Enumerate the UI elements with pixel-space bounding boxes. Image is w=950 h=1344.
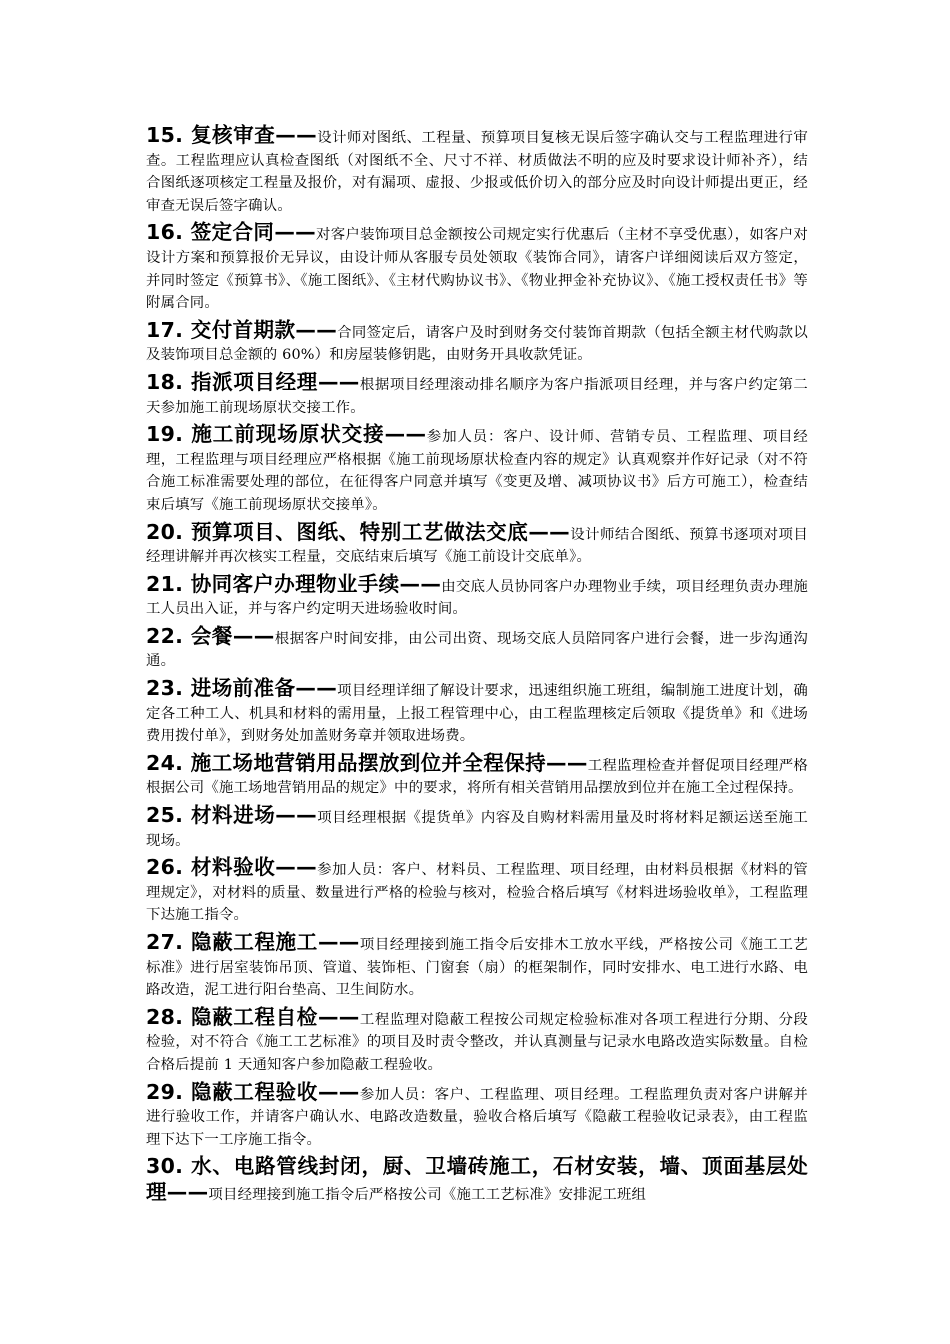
step-body: 参加人员：客户、设计师、营销专员、工程监理、项目经理，工程监理与项目经理应严格根据《施工前现场原状检查内容的规定》认真观察并作好记录（对不符合施工标准需要处理的部位，在征得客户同意并填写《变更及增、减项协议书》后方可施工），检查结束后填写《施工前现场原状交接单》。 xyxy=(146,429,808,513)
step-26 xyxy=(146,854,808,927)
step-heading: 29. 隐蔽工程验收—— xyxy=(146,1079,360,1104)
step-29 xyxy=(146,1079,808,1152)
step-20 xyxy=(146,519,808,569)
document-page xyxy=(146,122,808,1209)
step-body: 参加人员：客户、工程监理、项目经理。工程监理负责对客户讲解并进行验收工作，并请客户确认水、电路改造数量，验收合格后填写《隐蔽工程验收记录表》，由工程监理下达下一工序施工指令。 xyxy=(146,1086,808,1148)
step-body: 合同签定后，请客户及时到财务交付装饰首期款（包括全额主材代购款以及装饰项目总金额的 60%）和房屋装修钥匙，由财务开具收款凭证。 xyxy=(146,324,808,364)
step-heading: 23. 进场前准备—— xyxy=(146,676,338,701)
step-body: 根据客户时间安排，由公司出资、现场交底人员陪同客户进行会餐，进一步沟通沟通。 xyxy=(146,630,809,670)
step-heading: 16. 签定合同—— xyxy=(146,220,316,245)
step-18 xyxy=(146,369,808,419)
step-16 xyxy=(146,219,808,314)
step-heading: 26. 材料验收—— xyxy=(146,855,317,880)
step-heading: 28. 隐蔽工程自检—— xyxy=(146,1004,360,1029)
step-heading: 20. 预算项目、图纸、特别工艺做法交底—— xyxy=(146,519,570,544)
step-heading: 27. 隐蔽工程施工—— xyxy=(146,930,360,954)
step-15 xyxy=(146,122,808,217)
step-body: 工程监理检查并督促项目经理严格根据公司《施工场地营销用品的规定》中的要求，将所有相关营销用品摆放到位并在施工全过程保持。 xyxy=(146,757,808,797)
step-heading: 25. 材料进场—— xyxy=(146,803,317,828)
step-body: 根据项目经理滚动排名顺序为客户指派项目经理，并与客户约定第二天参加施工前现场原状交接工作。 xyxy=(146,376,808,416)
step-body: 设计师结合图纸、预算书逐项对项目经理讲解并再次核实工程量，交底结束后填写《施工前设计交底单》。 xyxy=(146,526,808,566)
step-body: 参加人员：客户、材料员、工程监理、项目经理，由材料员根据《材料的管理规定》，对材料的质量、数量进行严格的检验与核对，检验合格后填写《材料进场验收单》，工程监理下达施工指令。 xyxy=(146,862,808,924)
step-30 xyxy=(146,1153,808,1207)
step-17 xyxy=(146,317,808,367)
step-body: 项目经理根据《提货单》内容及自购材料需用量及时将材料足额运送至施工现场。 xyxy=(146,810,808,849)
step-body: 由交底人员协同客户办理物业手续，项目经理负责办理施工人员出入证，并与客户约定明天进场验收时间。 xyxy=(146,578,808,618)
step-body: 设计师对图纸、工程量、预算项目复核无误后签字确认交与工程监理进行审查。工程监理应认真检查图纸（对图纸不全、尺寸不祥、材质做法不明的应及时要求设计师补齐），结合图纸逐项核定工程量及报价，对有漏项、虚报、少报或低价切入的部分应及时向设计师提出更正，经审查无误后签字确认。 xyxy=(146,130,808,214)
step-24 xyxy=(146,750,808,800)
step-21 xyxy=(146,571,808,621)
step-body: 对客户装饰项目总金额按公司规定实行优惠后（主材不享受优惠），如客户对设计方案和预算报价无异议，由设计师从客服专员处领取《装饰合同》，请客户详细阅读后双方签定，并同时签定《预算书》、《施工图纸》、《主材代购协议书》、《物业押金补充协议》、《施工授权责任书》等附属合同。 xyxy=(146,227,808,312)
step-heading: 19. 施工前现场原状交接—— xyxy=(146,422,427,447)
step-heading: 24. 施工场地营销用品摆放到位并全程保持—— xyxy=(146,750,588,775)
step-heading: 22. 会餐—— xyxy=(146,623,275,648)
step-heading: 17. 交付首期款—— xyxy=(146,317,338,342)
step-heading: 21. 协同客户办理物业手续—— xyxy=(146,571,442,596)
step-27 xyxy=(146,929,808,1002)
step-heading: 15. 复核审查—— xyxy=(146,123,317,147)
step-body: 项目经理详细了解设计要求，迅速组织施工班组，编制施工进度计划，确定各工种工人、机具和材料的需用量，上报工程管理中心，由工程监理核定后领取《提货单》和《进场费用拨付单》，到财务处加盖财务章并领取进场费。 xyxy=(146,683,808,745)
step-body: 项目经理接到施工指令后严格按公司《施工工艺标准》安排泥工班组 xyxy=(208,1187,647,1204)
step-22 xyxy=(146,623,808,673)
step-heading: 30. 水、电路管线封闭，厨、卫墙砖施工，石材安装，墙、顶面基层处理—— xyxy=(146,1154,808,1205)
step-25 xyxy=(146,802,808,852)
step-28 xyxy=(146,1004,808,1077)
step-heading: 18. 指派项目经理—— xyxy=(146,369,360,394)
step-body: 工程监理对隐蔽工程按公司规定检验标准对各项工程进行分期、分段检验，对不符合《施工工艺标准》的项目及时责令整改，并认真测量与记录水电路改造实际数量。自检合格后提前 1 天通知客户参加隐蔽工程验收。 xyxy=(146,1011,808,1073)
step-19 xyxy=(146,421,808,516)
step-23 xyxy=(146,675,808,748)
step-body: 项目经理接到施工指令后安排木工放水平线，严格按公司《施工工艺标准》进行居室装饰吊顶、管道、装饰柜、门窗套（扇）的框架制作，同时安排水、电工进行水路、电路改造，泥工进行阳台垫高、卫生间防水。 xyxy=(146,937,808,999)
